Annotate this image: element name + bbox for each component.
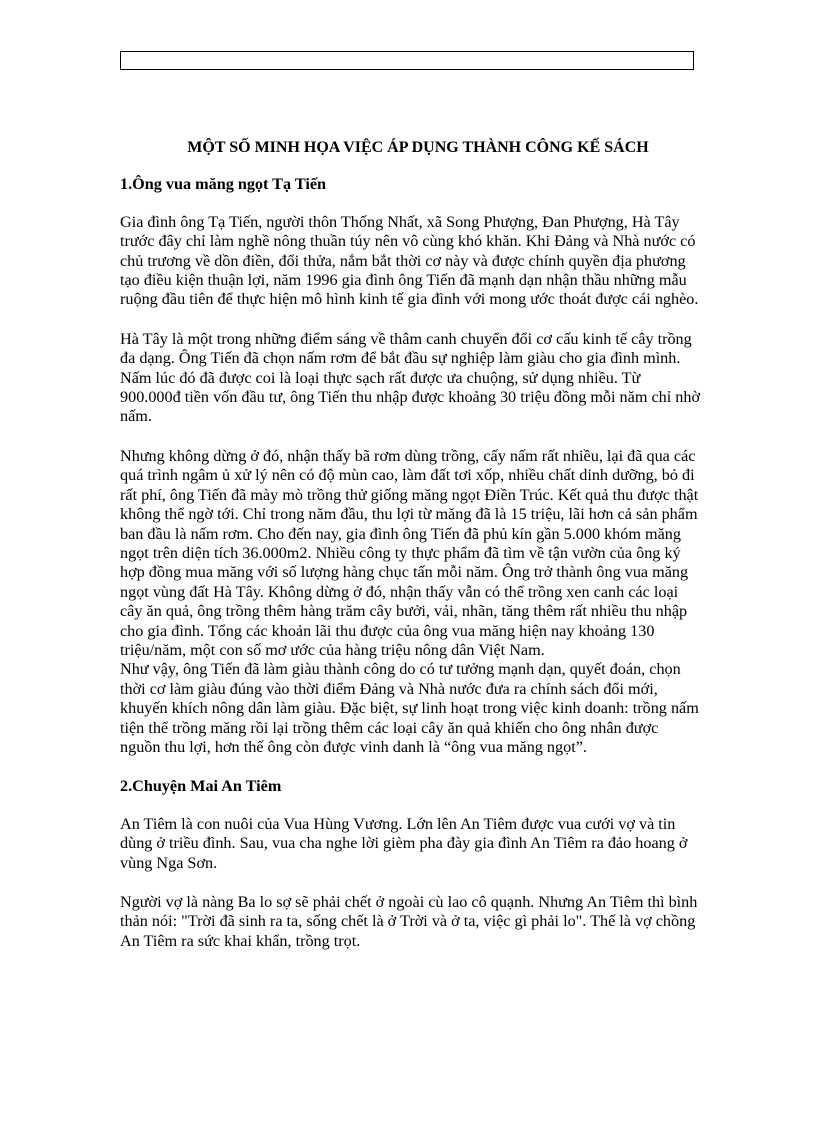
section-2-paragraph-2: Người vợ là nàng Ba lo sợ sẽ phải chết ở ngoài cù lao cô quạnh. Nhưng An Tiêm thì bình thản nói: "Trời đã sinh ra ta, sống chết là ở Trời và ở ta, việc gì phải lo". Thế là vợ chồng An Tiêm ra sức khai khẩn, trồng trọt.	[120, 893, 698, 950]
document-body	[120, 138, 702, 971]
section-1-paragraph-4: Như vậy, ông Tiến đã làm giàu thành công do có tư tưởng mạnh dạn, quyết đoán, chọn thời cơ làm giàu đúng vào thời điểm Đảng và Nhà nước đưa ra chính sách đổi mới, khuyến khích nông dân làm giàu. Đặc biệt, sự linh hoạt trong việc kinh doanh: trồng nấm tiện thể trồng măng rồi lại trồng thêm các loại cây ăn quả khiến cho ông nhân được nguồn thu lợi, hơn thế ông còn được vinh danh là “ông vua măng ngọt”.	[120, 660, 699, 756]
section-2-heading: 2.Chuyện Mai An Tiêm	[120, 777, 282, 796]
document-title: MỘT SỐ MINH HỌA VIỆC ÁP DỤNG THÀNH CÔNG KẾ SÁCH	[187, 139, 649, 156]
section-1-paragraph-3: Nhưng không dừng ở đó, nhận thấy bã rơm dùng trồng, cấy nấm rất nhiều, lại đã qua các quá trình ngâm ủ xử lý nên có độ mùn cao, làm đất tơi xốp, nhiều chất dinh dưỡng, bỏ đi rất phí, ông Tiến đã mày mò trồng thử giống măng ngọt Điền Trúc. Kết quả thu được thật không thể ngờ tới. Chỉ trong năm đầu, thu lợi từ măng đã là 15 triệu, lãi hơn cả sản phẩm ban đầu là nấm rơm. Cho đến nay, gia đình ông Tiến đã phủ kín gần 5.000 khóm măng ngọt trên diện tích 36.000m2. Nhiều công ty thực phẩm đã tìm về tận vườn của ông ký hợp đồng mua măng với số lượng hàng chục tấn mỗi năm. Ông trở thành ông vua măng ngọt vùng đất Hà Tây. Không dừng ở đó, nhận thấy vẫn có thể trồng xen canh các loại cây ăn quả, ông trồng thêm hàng trăm cây bưởi, vải, nhãn, tăng thêm rất nhiều thu nhập cho gia đình. Tổng các khoản lãi thu được của ông vua măng hiện nay khoảng 130 triệu/năm, một con số mơ ước của hàng triệu nông dân Việt Nam.	[120, 446, 699, 659]
section-1-paragraph-2: Hà Tây là một trong những điểm sáng về thâm canh chuyển đổi cơ cấu kinh tế cây trồng đa dạng. Ông Tiến đã chọn nấm rơm để bắt đầu sự nghiệp làm giàu cho gia đình mình. Nấm lúc đó đã được coi là loại thực sạch rất được ưa chuộng, sử dụng nhiều. Từ 900.000đ tiền vốn đầu tư, ông Tiến thu nhập được khoảng 30 triệu đồng mỗi năm chỉ nhờ nấm.	[120, 329, 701, 426]
section-1-paragraph-1: Gia đình ông Tạ Tiến, người thôn Thống Nhất, xã Song Phượng, Đan Phượng, Hà Tây trước đây chỉ làm nghề nông thuần túy nên vô cùng khó khăn. Khi Đảng và Nhà nước có chủ trương về dồn điền, đổi thửa, nắm bắt thời cơ này và được chính quyền địa phương tạo điều kiện thuận lợi, năm 1996 gia đình ông Tiến đã mạnh dạn nhận thầu những mẫu ruộng đầu tiên để thực hiện mô hình kinh tế gia đình với mong ước thoát được cái nghèo.	[120, 212, 699, 309]
section-1-heading: 1.Ông vua măng ngọt Tạ Tiến	[120, 175, 327, 194]
section-2-paragraph-1: An Tiêm là con nuôi của Vua Hùng Vương. Lớn lên An Tiêm được vua cưới vợ và tin dùng ở triều đình. Sau, vua cha nghe lời gièm pha đày gia đình An Tiêm ra đảo hoang ở vùng Nga Sơn.	[120, 814, 688, 872]
header-box	[120, 51, 694, 70]
